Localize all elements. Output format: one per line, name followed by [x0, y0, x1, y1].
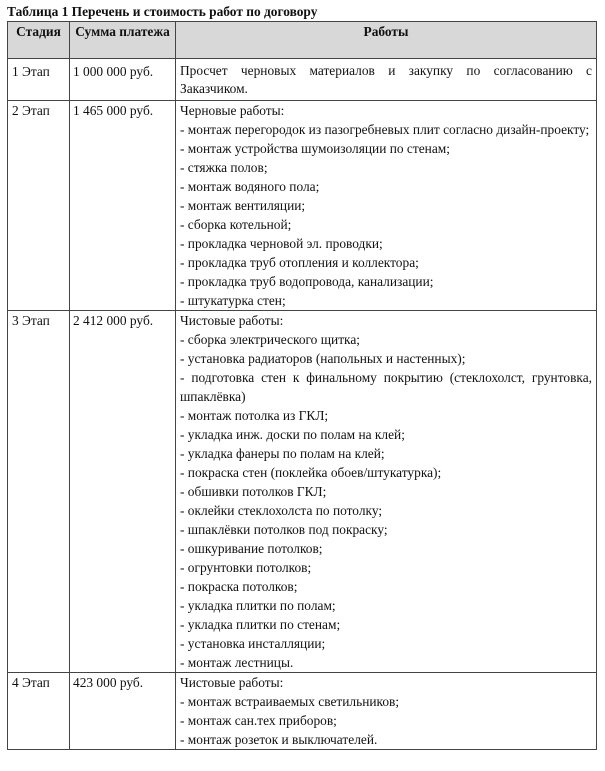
work-line: - монтаж потолка из ГКЛ; — [180, 408, 329, 423]
header-sum: Сумма платежа — [70, 22, 176, 59]
works-cell — [176, 311, 597, 673]
stage-cell: 1 Этап — [8, 59, 70, 101]
work-line: - подготовка стен к финальному покрытию (стеклохолст, грунтовка, шпаклёвка) — [180, 370, 592, 404]
header-works: Работы — [176, 22, 597, 59]
work-line: - монтаж перегородок из пазогребневых плит согласно дизайн-проекту; — [180, 122, 590, 137]
sum-cell: 1 465 000 руб. — [70, 101, 176, 311]
header-stage: Стадия — [8, 22, 70, 59]
work-line: - сборка котельной; — [180, 217, 292, 232]
work-line: - стяжка полов; — [180, 160, 268, 175]
work-line: - укладка инж. доски по полам на клей; — [180, 427, 405, 442]
table-row — [8, 311, 597, 673]
sum-cell: 2 412 000 руб. — [70, 311, 176, 673]
work-line: - монтаж водяного пола; — [180, 179, 320, 194]
work-line: - монтаж встраиваемых светильников; — [180, 694, 400, 709]
work-line: - укладка плитки по полам; — [180, 598, 336, 613]
work-line: - прокладка труб водопровода, канализации; — [180, 274, 434, 289]
work-line: - обшивки потолков ГКЛ; — [180, 484, 327, 499]
work-line: - шпаклёвки потолков под покраску; — [180, 522, 388, 537]
work-line: - монтаж устройства шумоизоляции по стенам; — [180, 141, 450, 156]
work-line: Просчет черновых материалов и закупку по согласованию с Заказчиком. — [180, 63, 592, 96]
sum-cell: 1 000 000 руб. — [70, 59, 176, 101]
work-line: - оклейки стеклохолста по потолку; — [180, 503, 383, 518]
work-line: - ошкуривание потолков; — [180, 541, 323, 556]
work-line: Черновые работы: — [180, 103, 285, 118]
work-line: - покраска стен (поклейка обоев/штукатурка); — [180, 465, 442, 480]
work-line: - штукатурка стен; — [180, 293, 286, 308]
works-table — [7, 21, 597, 750]
work-line: - прокладка черновой эл. проводки; — [180, 236, 383, 251]
header-row — [8, 22, 597, 59]
work-line: - укладка плитки по стенам; — [180, 617, 341, 632]
stage-cell: 2 Этап — [8, 101, 70, 311]
work-line: Чистовые работы: — [180, 313, 284, 328]
sum-cell: 423 000 руб. — [70, 673, 176, 750]
work-line: - сборка электрического щитка; — [180, 332, 361, 347]
work-line: - установка инсталляции; — [180, 636, 326, 651]
table-row — [8, 673, 597, 750]
stage-cell: 4 Этап — [8, 673, 70, 750]
table-row — [8, 59, 597, 101]
works-cell — [176, 673, 597, 750]
work-line: - укладка фанеры по полам на клей; — [180, 446, 385, 461]
work-line: - установка радиаторов (напольных и настенных); — [180, 351, 466, 366]
work-line: - прокладка труб отопления и коллектора; — [180, 255, 419, 270]
work-line: - монтаж вентиляции; — [180, 198, 306, 213]
work-line: - монтаж сан.тех приборов; — [180, 713, 337, 728]
work-line: Чистовые работы: — [180, 675, 284, 690]
table-row — [8, 101, 597, 311]
works-cell — [176, 59, 597, 101]
stage-cell: 3 Этап — [8, 311, 70, 673]
table-caption: Таблица 1 Перечень и стоимость работ по договору — [7, 4, 318, 19]
works-cell — [176, 101, 597, 311]
work-line: - огрунтовки потолков; — [180, 560, 312, 575]
work-line: - покраска потолков; — [180, 579, 298, 594]
work-line: - монтаж розеток и выключателей. — [180, 732, 378, 747]
work-line: - монтаж лестницы. — [180, 655, 294, 670]
